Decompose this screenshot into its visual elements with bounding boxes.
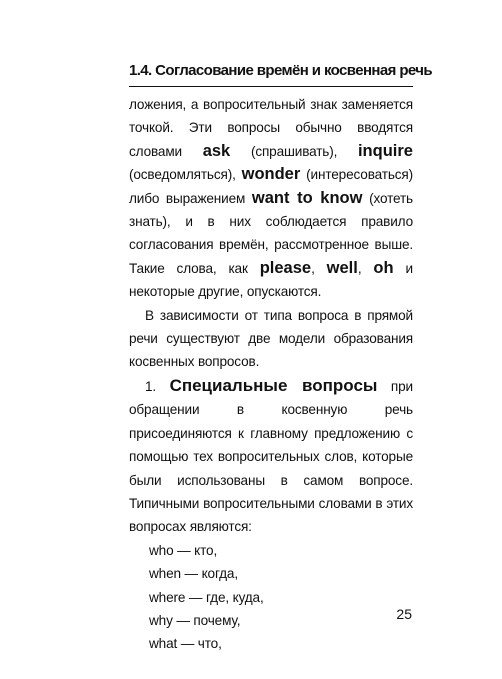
keyword-special-questions: Специальные вопросы [169,375,378,395]
list-item: when — когда, [149,566,238,582]
text-run: при обращении в косвенную речь присоединяются к главному предложению с помощью тех вопросительных слов, которые были использованы в самом вопросе. Типичными вопросительными словами в этих вопросах являются: [129,378,413,535]
body-text [129,93,413,656]
keyword-want-to-know: want to know [251,188,363,207]
text-run: (интересоваться) либо выражением [129,167,413,206]
keyword-please: please [259,258,312,277]
text-run: и некоторые другие, опускаются. [129,260,413,300]
text-run: (хотеть знать), и в них соблюдается правило согласования времён, рассмотренное выше. Такие слова, как [129,190,413,276]
text-run: , [311,260,327,276]
page-number: 25 [396,606,412,622]
list-item: who — кто, [149,542,218,558]
keyword-oh: oh [373,258,394,277]
keyword-inquire: inquire [357,141,413,160]
running-header: 1.4. Согласование времён и косвенная речь [129,60,413,87]
text-run: (осведомляться), [129,167,242,183]
item-number: 1. [145,378,170,394]
keyword-well: well [326,258,358,277]
text-run: , [357,260,374,276]
book-page [129,60,432,656]
paragraph-2: В зависимости от типа вопроса в прямой речи существуют две модели образования косвенных вопросов. [129,307,413,370]
list-item: where — где, куда, [149,589,264,605]
paragraph-3 [129,374,413,539]
paragraph-1 [129,93,413,304]
text-run: ложения, а вопросительный знак заменяется точкой. Эти вопросы обычно вводятся словами [129,97,413,159]
list-item: what — что, [149,636,222,652]
keyword-wonder: wonder [241,165,301,184]
question-words-list [129,539,413,656]
list-item: why — почему, [149,612,241,628]
text-run: (спрашивать), [230,143,358,159]
keyword-ask: ask [202,141,231,160]
